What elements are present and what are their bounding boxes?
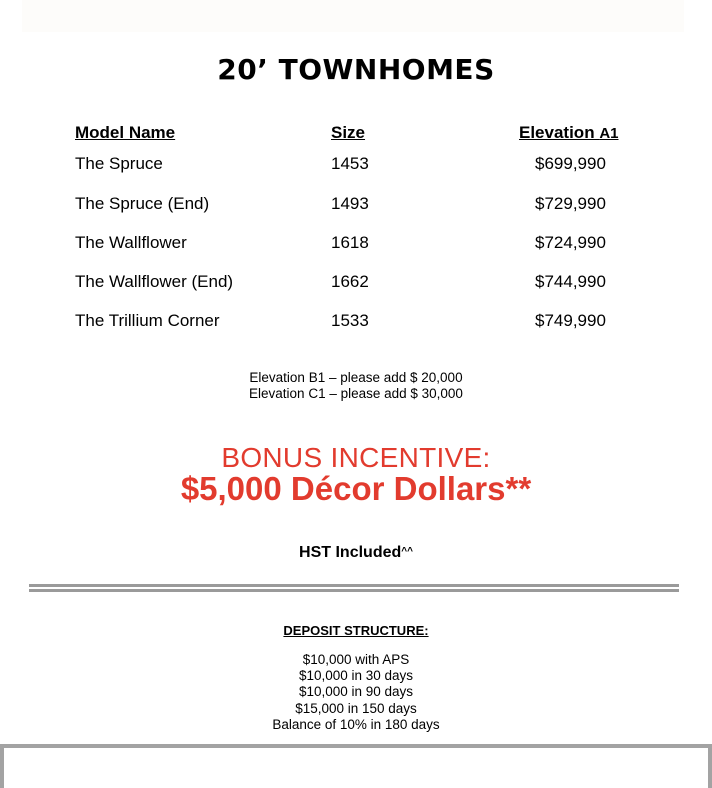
row-size: 1618 xyxy=(331,233,369,252)
row-size: 1662 xyxy=(331,272,369,291)
row-price: $749,990 xyxy=(535,311,606,330)
row-price: $729,990 xyxy=(535,194,606,213)
row-price: $744,990 xyxy=(535,272,606,291)
row-size: 1493 xyxy=(331,194,369,213)
deposit-item: $10,000 with APS xyxy=(302,652,410,667)
row-price: $699,990 xyxy=(535,154,606,173)
row-model: The Wallflower xyxy=(75,233,187,252)
header-elevation-label: Elevation xyxy=(519,123,600,142)
header-model-name: Model Name xyxy=(75,123,176,142)
header-elevation xyxy=(519,123,619,143)
deposit-item: Balance of 10% in 180 days xyxy=(272,716,440,732)
page-title: 20’ TOWNHOMES xyxy=(217,53,495,86)
hst-superscript: ^^ xyxy=(401,546,413,557)
deposit-item: $10,000 in 30 days xyxy=(298,668,414,684)
deposit-list xyxy=(0,652,712,733)
row-size: 1533 xyxy=(331,311,369,330)
bonus-heading: BONUS INCENTIVE: xyxy=(221,442,491,473)
deposit-item: $10,000 in 90 days xyxy=(298,684,414,700)
row-model: The Wallflower (End) xyxy=(75,272,234,291)
hst-note xyxy=(0,544,712,562)
row-price: $724,990 xyxy=(535,233,606,252)
deposit-heading: DEPOSIT STRUCTURE: xyxy=(283,623,429,638)
elevation-note: Elevation B1 – please add $ 20,000 xyxy=(249,370,463,385)
bonus-amount: $5,000 Décor Dollars** xyxy=(180,470,532,507)
header-elevation-sub: A1 xyxy=(599,125,619,142)
row-model: The Spruce xyxy=(75,154,163,173)
hst-text: HST Included xyxy=(299,544,402,561)
top-band xyxy=(22,0,684,32)
header-size: Size xyxy=(331,123,366,142)
row-model: The Trillium Corner xyxy=(75,311,220,330)
row-size: 1453 xyxy=(331,154,369,173)
row-model: The Spruce (End) xyxy=(75,194,210,213)
deposit-item: $15,000 in 150 days xyxy=(295,700,417,716)
elevation-notes xyxy=(0,370,712,402)
bottom-frame xyxy=(0,744,712,788)
section-divider xyxy=(29,584,679,592)
elevation-note: Elevation C1 – please add $ 30,000 xyxy=(249,386,463,401)
